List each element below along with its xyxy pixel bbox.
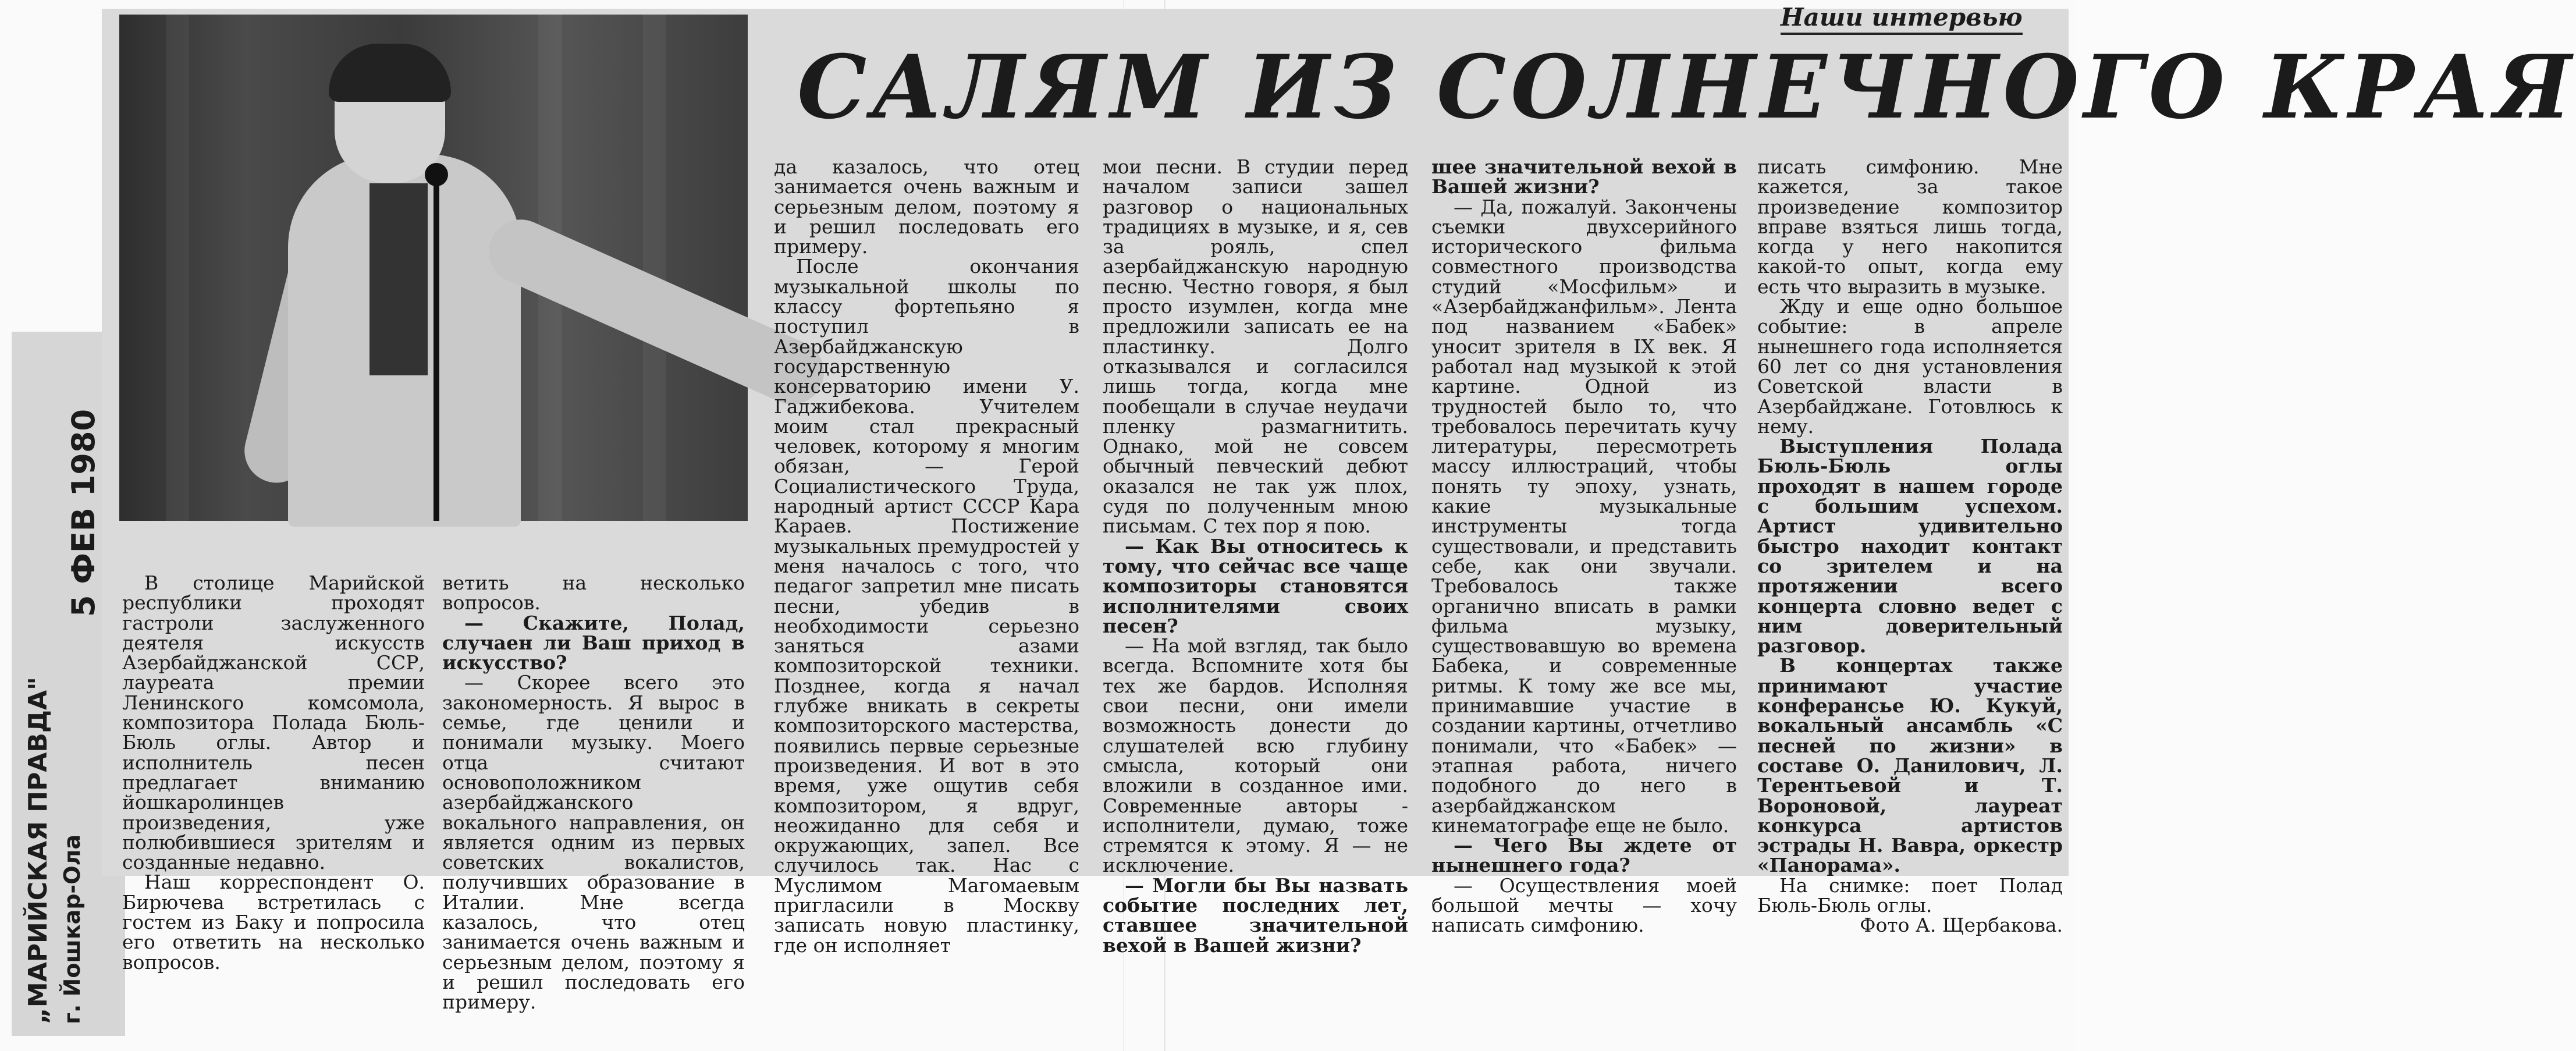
newspaper-city: г. Йошкар-Ола [59,835,85,1024]
microphone-icon [434,172,439,521]
article-headline: САЛЯМ ИЗ СОЛНЕЧНОГО КРАЯ [797,36,2576,139]
interview-question: — Чего Вы ждете от нынешнего года? [1431,834,1737,877]
article-paragraph: мои песни. В студии перед началом записи зашел разговор о национальных традициях в музыке, и я, сев за рояль, спел азербайджанскую народную песню. Честно говоря, я был просто изумлен, когда мне предложили записать ее на пластинку. Долго отказывался и согласился лишь тогда, когда мне пообещали в случае неудачи пленку размагнитить. Однако, мой не совсем обычный певческий дебют оказался не так уж плох, судя по полученным мною письмам. С тех пор я пою. [1103,155,1408,538]
interview-question: — Могли бы Вы назвать событие последних лет, ставшее значительной вехой в Вашей жизни? [1103,874,1408,957]
article-paragraph: В столице Марийской республики проходят гастроли заслуженного деятеля искусств Азербайджанской ССР, лауреата премии Ленинского комсомола, композитора Полада Бюль-Бюль оглы. Автор и исполнитель песен предлагает вниманию йошкаролинцев произведения, уже полюбившиеся зрителям и созданные недавно. [122,571,425,874]
newspaper-stamp [23,677,93,1024]
date-stamp: 5 ФЕВ 1980 [65,409,102,617]
singer-photo [119,15,748,521]
photo-caption: На снимке: поет Полад Бюль-Бюль оглы. [1757,874,2063,917]
article-column-6 [1757,157,2063,936]
newspaper-name: „МАРИЙСКАЯ ПРАВДА" [23,677,53,1024]
article-paragraph: — На мой взгляд, так было всегда. Вспомните хотя бы тех же бардов. Исполняя свои песни, они имели возможность донести до слушателей всю глубину смысла, который они вложили в созданное ими. Современные авторы - исполнители, думаю, тоже стремятся к этому. Я — не исключение. [1103,634,1408,877]
article-column-5 [1431,157,1737,936]
article-paragraph: ветить на несколько вопросов. [442,571,745,615]
interview-question: — Как Вы относитесь к тому, что сейчас все чаще композиторы становятся исполнителями своих песен? [1103,534,1408,637]
article-column-4 [1103,157,1408,956]
interview-question: Выступления Полада Бюль-Бюль оглы проходят в нашем городе с большим успехом. Артист удивительно быстро находит контакт со зрителем и на протяжении всего концерта словно ведет с ним доверительный разговор. [1757,435,2063,658]
article-paragraph: — Да, пожалуй. Закончены съемки двухсерийного исторического фильма совместного производства студий «Мосфильм» и «Азербайджанфильм». Лента под названием «Бабек» уносит зрителя в IX век. Я работал над музыкой к этой картине. Одной из трудностей было то, что требовалось перечитать кучу литературы, пересмотреть массу иллюстраций, чтобы понять ту эпоху, узнать, какие музыкальные инструменты тогда существовали, и представить себе, как они звучали. Требовалось также органично вписать в рамки фильма музыку, существовавшую во времена Бабека, и современные ритмы. К тому же все мы, принимавшие участие в создании картины, отчетливо понимали, что «Бабек» — этапная работа, ничего подобного до него в азербайджанском кинематографе еще не было. [1431,195,1737,837]
interview-question: — Скажите, Полад, случаен ли Ваш приход в искусство? [442,611,745,674]
article-paragraph: писать симфонию. Мне кажется, за такое произведение композитор вправе взяться лишь тогда, когда у него накопится какой-то опыт, когда ему есть что выразить в музыке. [1757,155,2063,298]
article-paragraph: — Осуществления моей большой мечты — хочу написать симфонию. [1431,874,1737,937]
article-paragraph: — Скорее всего это закономерность. Я вырос в семье, где ценили и понимали музыку. Моего отца считают основоположником азербайджанского вокального направления, он является одним из первых советских вокалистов, получивших образование в Италии. Мне всегда казалось, что отец занимается очень важным и серьезным делом, поэтому я и решил последовать его примеру. [442,671,745,1014]
photo-caption: Фото А. Щербакова. [1860,914,2063,937]
article-column-2 [442,573,745,1013]
article-paragraph: да казалось, что отец занимается очень важным и серьезным делом, поэтому я и решил последовать его примеру. [774,155,1079,258]
article-paragraph: Жду и еще одно большое событие: в апреле нынешнего года исполняется 60 лет со дня установления Советской власти в Азербайджане. Готовлюсь к нему. [1757,295,2063,438]
article-column-1 [122,573,425,972]
interview-question: шее значительной вехой в Вашей жизни? [1431,155,1737,198]
rubric-label: Наши интервью [1781,3,2023,35]
interview-question: В концертах также принимают участие конферансье Ю. Кукуй, вокальный ансамбль «С песней по жизни» в составе О. Данилович, Л. Терентьевой и Т. Вороновой, лауреат конкурса артистов эстрады Н. Вавра, оркестр «Панорама». [1757,654,2063,877]
article-paragraph: Наш корреспондент О. Бирючева встретилась с гостем из Баку и попросила его ответить на несколько вопросов. [122,871,425,974]
article-paragraph: После окончания музыкальной школы по классу фортепьяно я поступил в Азербайджанскую государственную консерваторию имени У. Гаджибекова. Учителем моим стал прекрасный человек, которому я многим обязан, — Герой Социалистического Труда, народный артист СССР Кара Караев. Постижение музыкальных премудростей у меня началось с того, что педагог запретил мне писать песни, убедив в необходимости серьезно заняться азами композиторской техники. Позднее, когда я начал глубже вникать в секреты композиторского мастерства, появились первые серьезные произведения. И вот в это время, уже ощутив себя композитором, я вдруг, неожиданно для себя и окружающих, запел. Все случилось так. Нас с Муслимом Магомаевым пригласили в Москву записать новую пластинку, где он исполняет [774,255,1079,957]
article-column-3 [774,157,1079,956]
